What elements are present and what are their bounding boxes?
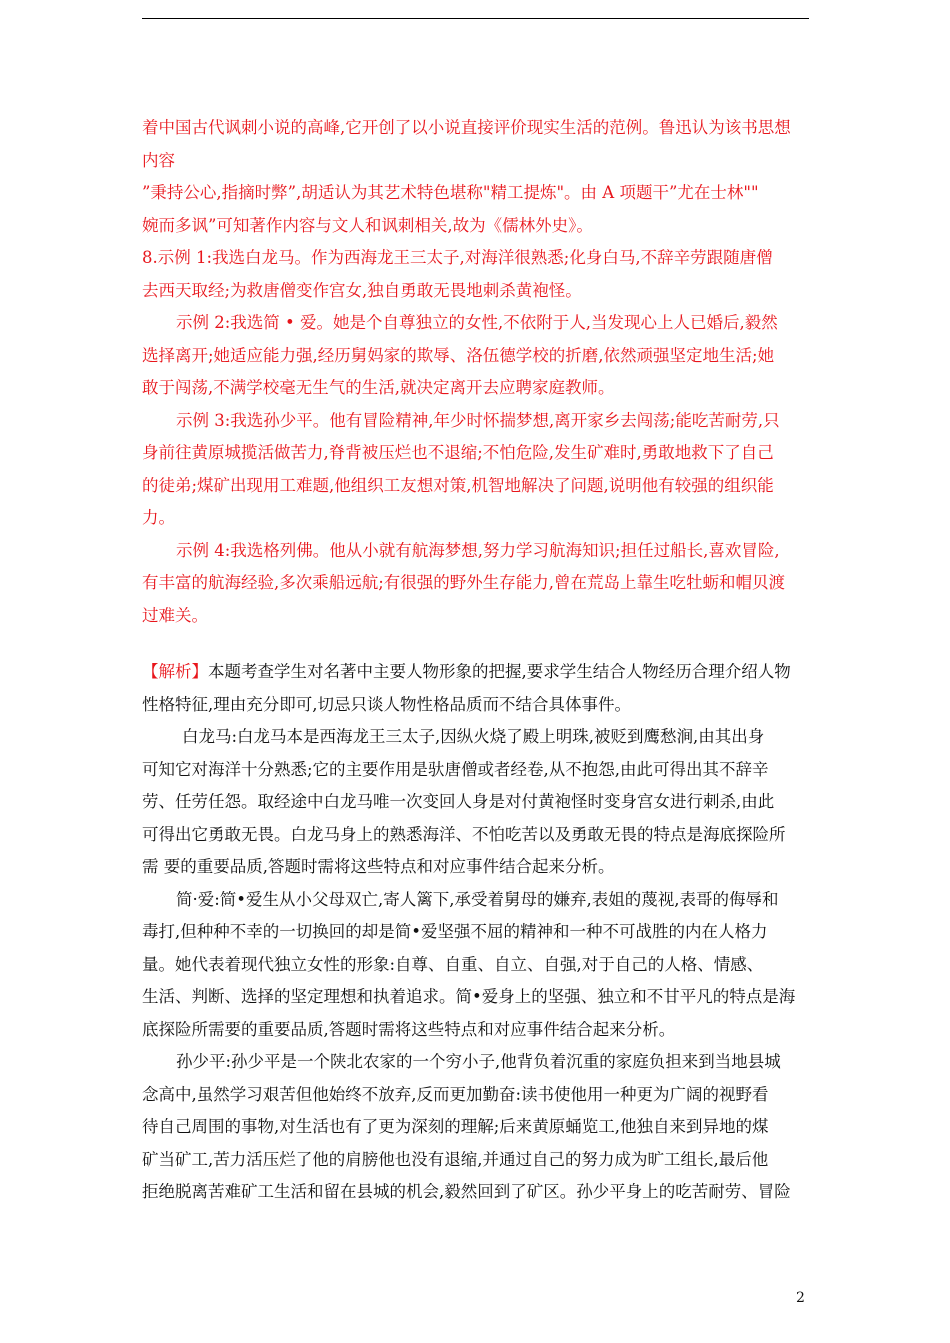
answer-line: 敢于闯荡,不满学校毫无生气的生活,就决定离开去应聘家庭教师。 [142, 378, 615, 397]
analysis-line: 毒打,但种种不幸的一切换回的却是简•爱坚强不屈的精神和一种不可战胜的内在人格力 [142, 922, 768, 941]
analysis-line: 需 要的重要品质,答题时需将这些特点和对应事件结合起来分析。 [142, 857, 615, 876]
header-rule [142, 18, 809, 19]
answer-line: 选择离开;她适应能力强,经历舅妈家的欺辱、洛伍德学校的折磨,依然顽强坚定地生活;她 [142, 345, 775, 365]
page-number: 2 [796, 1290, 805, 1306]
answer-line: ”秉持公心,指摘时弊”,胡适认为其艺术特色堪称"精工提炼"。由 A 项题干”尤在士林"" [142, 183, 759, 202]
answer-line: 示例 2:我选简 • 爱。她是个自尊独立的女性,不依附于人,当发现心上人已婚后,毅然 [176, 313, 778, 332]
answer-line: 去西天取经;为救唐僧变作宫女,独自勇敢无畏地刺杀黄袍怪。 [142, 280, 582, 300]
analysis-line: 孙少平:孙少平是一个陕北农家的一个穷小子,他背负着沉重的家庭负担来到当地县城 [176, 1052, 781, 1071]
analysis-line: 可得出它勇敢无畏。白龙马身上的熟悉海洋、不怕吃苦以及勇敢无畏的特点是海底探险所 [142, 824, 786, 844]
page-content [142, 112, 809, 1209]
analysis-line: 拒绝脱离苦难矿工生活和留在县城的机会,毅然回到了矿区。孙少平身上的吃苦耐劳、冒险 [142, 1182, 791, 1201]
analysis-line: 性格特征,理由充分即可,切忌只谈人物性格品质而不结合具体事件。 [142, 694, 631, 714]
answer-line: 的徒弟;煤矿出现用工难题,他组织工友想对策,机智地解决了问题,说明他有较强的组织能 [142, 475, 774, 495]
analysis-line: 白龙马:白龙马本是西海龙王三太子,因纵火烧了殿上明珠,被贬到鹰愁涧,由其出身 [182, 727, 765, 746]
answer-line: 示例 4:我选格列佛。他从小就有航海梦想,努力学习航海知识;担任过船长,喜欢冒险, [176, 540, 780, 560]
answer-line: 着中国古代讽刺小说的高峰,它开创了以小说直接评价现实生活的范例。鲁迅认为该书思想 [142, 118, 791, 137]
answer-line: 过难关。 [142, 605, 208, 625]
analysis-line: 矿当矿工,苦力活压烂了他的肩膀他也没有退缩,并通过自己的努力成为旷工组长,最后他 [142, 1149, 769, 1169]
analysis-line: 可知它对海洋十分熟悉;它的主要作用是驮唐僧或者经卷,从不抱怨,由此可得出其不辞辛 [142, 759, 769, 779]
analysis-line: 待自己周围的事物,对生活也有了更为深刻的理解;后来黄原蛹览工,他独自来到异地的煤 [142, 1117, 769, 1136]
paragraph-gap [142, 632, 809, 656]
analysis-first-text: 本题考查学生对名著中主要人物形象的把握,要求学生结合人物经历合理介绍人物 [208, 662, 791, 681]
analysis-tag: 【解析】 [142, 662, 208, 681]
analysis-line: 念高中,虽然学习艰苦但他始终不放弃,反而更加勤奋:读书使他用一种更为广阔的视野看 [142, 1084, 769, 1104]
answer-line: 8.示例 1:我选白龙马。作为西海龙王三太子,对海洋很熟悉;化身白马,不辞辛劳跟随唐僧 [142, 248, 773, 267]
answer-line: 婉而多讽”可知著作内容与文人和讽刺相关,故为《儒林外史》。 [142, 215, 593, 235]
answer-line: 身前往黄原城揽活做苦力,脊背被压烂也不退缩;不怕危险,发生矿难时,勇敢地救下了自己 [142, 443, 774, 462]
answer-line: 有丰富的航海经验,多次乘船远航;有很强的野外生存能力,曾在荒岛上靠生吃牡蛎和帽贝渡 [142, 573, 786, 592]
answer-line: 内容 [142, 150, 175, 170]
answer-line: 力。 [142, 508, 175, 527]
analysis-line: 底探险所需要的重要品质,答题时需将这些特点和对应事件结合起来分析。 [142, 1019, 676, 1039]
analysis-line: 劳、任劳任怨。取经途中白龙马唯一次变回人身是对付黄袍怪时变身宫女进行刺杀,由此 [142, 792, 775, 811]
analysis-first-line [142, 656, 809, 689]
answer-line: 示例 3:我选孙少平。他有冒险精神,年少时怀揣梦想,离开家乡去闯荡;能吃苦耐劳,只 [176, 410, 780, 430]
analysis-line: 量。她代表着现代独立女性的形象:自尊、自重、自立、自强,对于自己的人格、情感、 [142, 954, 764, 974]
analysis-line: 生活、判断、选择的坚定理想和执着追求。简•爱身上的坚强、独立和不甘平凡的特点是海 [142, 987, 796, 1006]
analysis-line: 简·爱:简•爱生从小父母双亡,寄人篱下,承受着舅母的嫌弃,表姐的蔑视,表哥的侮辱和 [176, 889, 779, 909]
